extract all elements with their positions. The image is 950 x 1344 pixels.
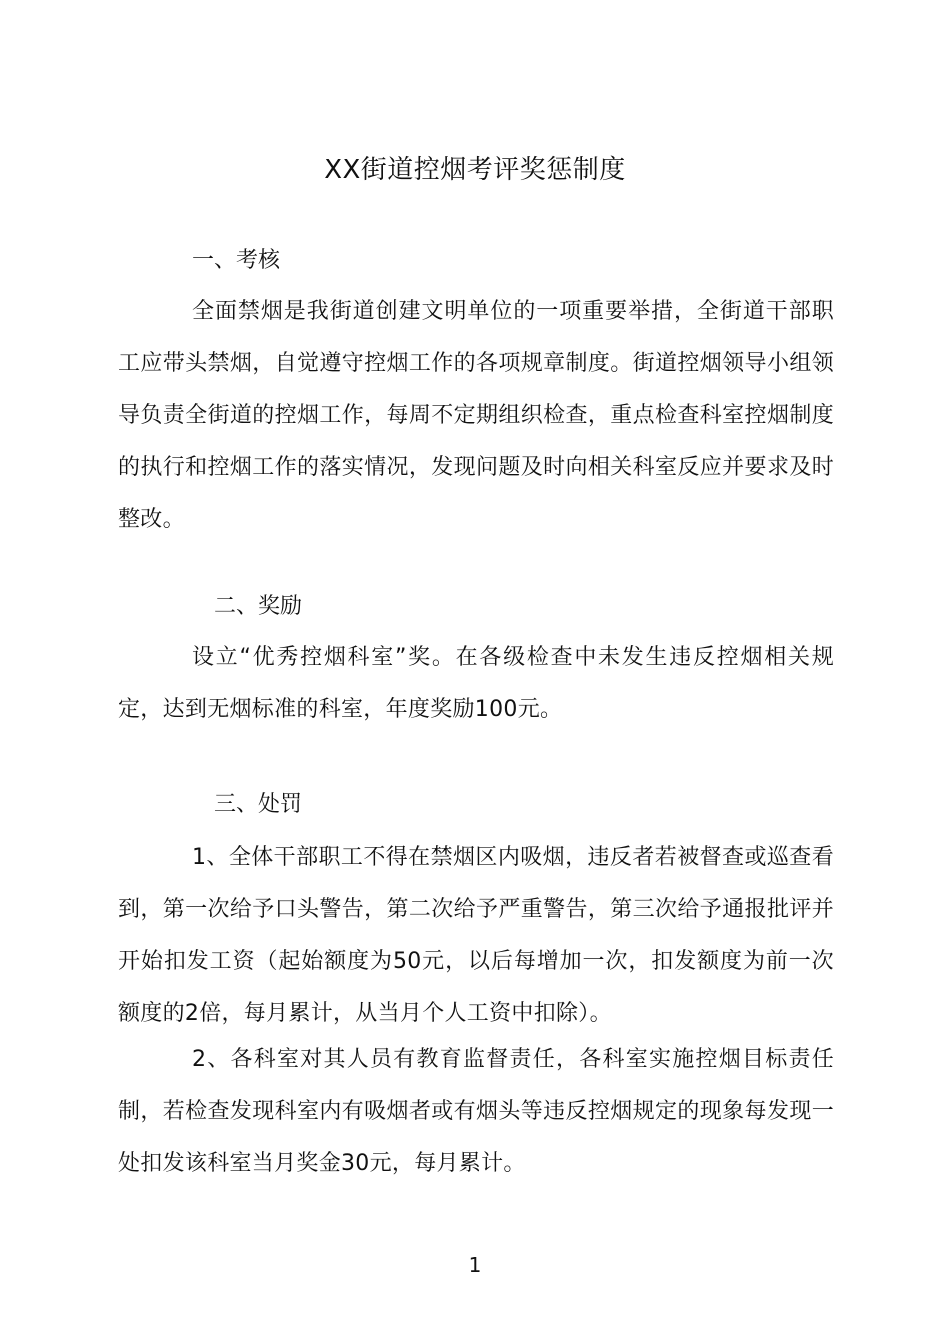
penalties-paragraph-1: 1、全体干部职工不得在禁烟区内吸烟，违反者若被督查或巡查看到，第一次给予口头警告，第二次给予严重警告，第三次给予通报批评并开始扣发工资（起始额度为50元，以后每增加一次，扣发额度为前一次额度的2倍，每月累计，从当月个人工资中扣除）。	[118, 845, 834, 1026]
assessment-paragraph: 全面禁烟是我街道创建文明单位的一项重要举措，全街道干部职工应带头禁烟，自觉遵守控烟工作的各项规章制度。街道控烟领导小组领导负责全街道的控烟工作，每周不定期组织检查，重点检查科室控烟制度的执行和控烟工作的落实情况，发现问题及时向相关科室反应并要求及时整改。	[118, 299, 834, 532]
section-heading-assessment: 一、考核	[192, 248, 281, 273]
penalties-paragraph-2: 2、各科室对其人员有教育监督责任，各科室实施控烟目标责任制，若检查发现科室内有吸烟者或有烟头等违反控烟规定的现象每发现一处扣发该科室当月奖金30元，每月累计。	[118, 1047, 834, 1176]
page-number: 1	[468, 1253, 482, 1277]
rewards-paragraph: 设立“优秀控烟科室”奖。在各级检查中未发生违反控烟相关规定，达到无烟标准的科室，年度奖励100元。	[118, 645, 834, 722]
section-heading-rewards: 二、奖励	[214, 594, 303, 619]
document-title: XX街道控烟考评奖惩制度	[324, 155, 626, 185]
section-heading-penalties: 三、处罚	[214, 792, 303, 817]
